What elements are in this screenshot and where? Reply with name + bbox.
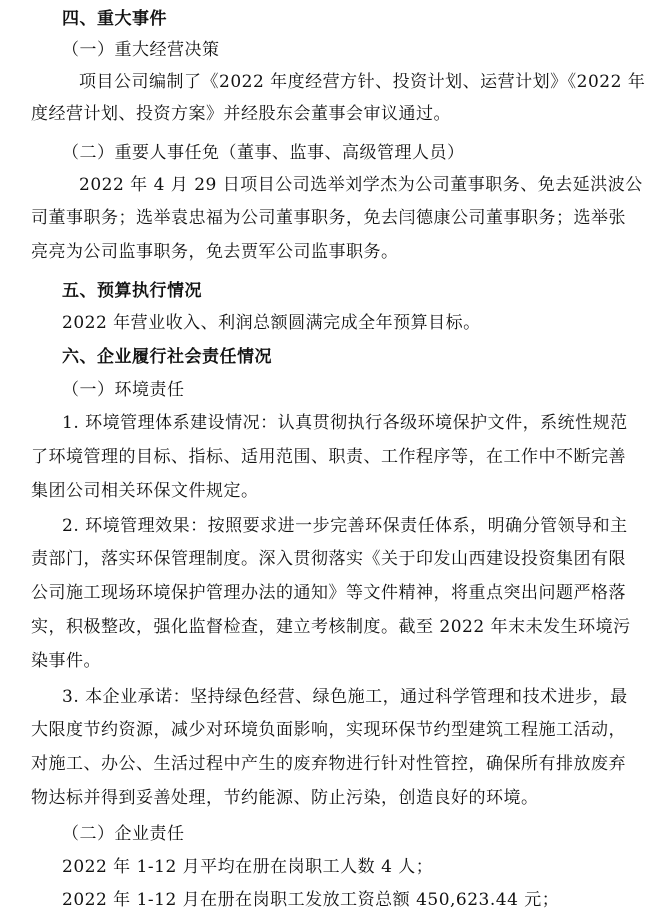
section-4-heading: 四、重大事件 [62, 9, 167, 29]
section-6-subheading-2: （二）企业责任 [62, 824, 185, 844]
paragraph-line: 责部门，落实环保管理制度。深入贯彻落实《关于印发山西建设投资集团有限 [31, 549, 626, 569]
paragraph-line: 2022 年 1-12 月在册在岗职工发放工资总额 450,623.44 元； [62, 890, 560, 910]
paragraph-line: 2. 环境管理效果：按照要求进一步完善环保责任体系，明确分管领导和主 [62, 516, 628, 536]
section-4-subheading-2: （二）重要人事任免（董事、监事、高级管理人员） [62, 143, 465, 163]
paragraph-line: 实，积极整改，强化监督检查，建立考核制度。截至 2022 年末未发生环境污 [31, 617, 631, 637]
paragraph-line: 大限度节约资源，减少对环境负面影响，实现环保节约型建筑工程施工活动， [31, 720, 626, 740]
paragraph-line: 公司施工现场环境保护管理办法的通知》等文件精神，将重点突出问题严格落 [31, 583, 626, 603]
paragraph-line: 度经营计划、投资方案》并经股东会董事会审议通过。 [31, 104, 451, 124]
paragraph-line: 染事件。 [31, 651, 101, 671]
paragraph-line: 2022 年 4 月 29 日项目公司选举刘学杰为公司董事职务、免去延洪波公 [79, 175, 643, 195]
section-6-subheading-1: （一）环境责任 [62, 380, 185, 400]
paragraph-line: 3. 本企业承诺：坚持绿色经营、绿色施工，通过科学管理和技术进步，最 [62, 687, 628, 707]
paragraph-line: 司董事职务；选举袁忠福为公司董事职务，免去闫德康公司董事职务；选举张 [31, 208, 626, 228]
paragraph-line: 对施工、办公、生活过程中产生的废弃物进行针对性管控，确保所有排放废弃 [31, 754, 626, 774]
section-6-heading: 六、企业履行社会责任情况 [62, 347, 272, 367]
section-5-heading: 五、预算执行情况 [62, 281, 202, 301]
paragraph-line: 了环境管理的目标、指标、适用范围、职责、工作程序等，在工作中不断完善 [31, 447, 626, 467]
paragraph-line: 项目公司编制了《2022 年度经营方针、投资计划、运营计划》《2022 年 [79, 72, 645, 92]
paragraph-line: 2022 年 1-12 月平均在册在岗职工人数 4 人； [62, 857, 434, 877]
paragraph-line: 物达标并得到妥善处理，节约能源、防止污染，创造良好的环境。 [31, 788, 539, 808]
paragraph-line: 亮亮为公司监事职务，免去贾军公司监事职务。 [31, 242, 399, 262]
paragraph-line: 集团公司相关环保文件规定。 [31, 481, 259, 501]
paragraph-line: 2022 年营业收入、利润总额圆满完成全年预算目标。 [62, 313, 481, 333]
paragraph-line: 1. 环境管理体系建设情况：认真贯彻执行各级环境保护文件，系统性规范 [62, 413, 628, 433]
section-4-subheading-1: （一）重大经营决策 [62, 40, 220, 60]
